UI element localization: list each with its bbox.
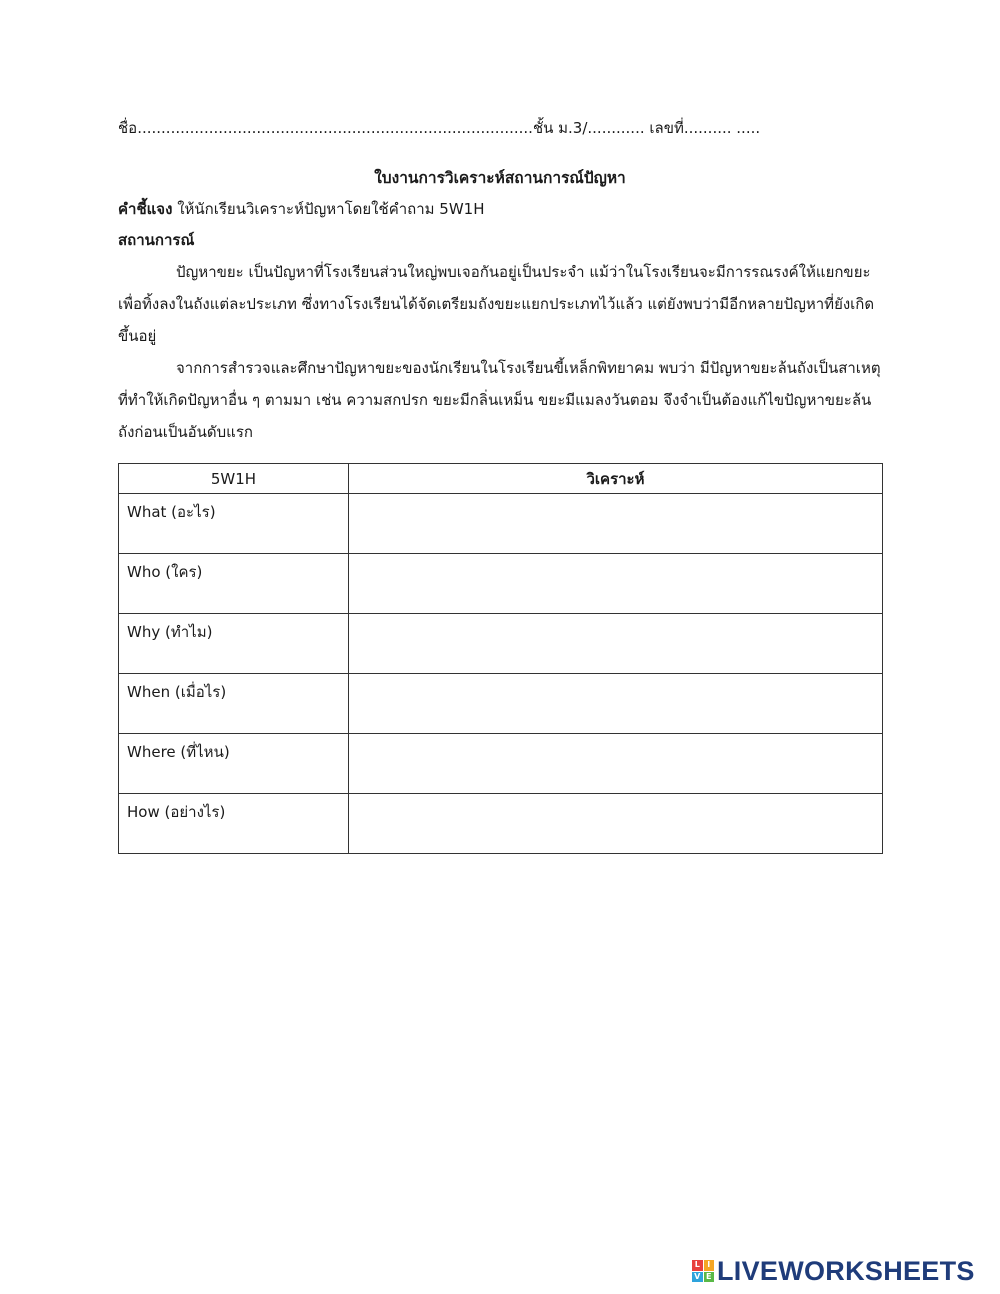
logo-letter-v: V: [692, 1272, 703, 1283]
answer-what[interactable]: [349, 494, 883, 554]
instruction-label: คำชี้แจง: [118, 200, 173, 218]
table-row: [119, 614, 883, 674]
situation-paragraph-2-text: จากการสำรวจและศึกษาปัญหาขยะของนักเรียนในโรงเรียนขี้เหล็กพิทยาคม พบว่า มีปัญหาขยะล้นถังเป็นสาเหตุที่ทำให้เกิดปัญหาอื่น ๆ ตามมา เช่น ความสกปรก ขยะมีกลิ่นเหม็น ขยะมีแมลงวันตอม จึงจำเป็นต้องแก้ไขปัญหาขยะล้นถังก่อนเป็นอันดับแรก: [118, 359, 881, 441]
liveworksheets-icon: [692, 1260, 714, 1282]
column-header-analysis: วิเคราะห์: [349, 464, 883, 494]
answer-why[interactable]: [349, 614, 883, 674]
logo-letter-l: L: [692, 1260, 703, 1271]
question-who: Who (ใคร): [119, 554, 349, 614]
worksheet: [118, 118, 882, 448]
question-what: What (อะไร): [119, 494, 349, 554]
liveworksheets-logo: [692, 1256, 975, 1286]
logo-letter-e: E: [704, 1272, 715, 1283]
situation-heading: สถานการณ์: [118, 231, 195, 249]
table-row: [119, 494, 883, 554]
table-header-row: [119, 464, 883, 494]
answer-when[interactable]: [349, 674, 883, 734]
question-where: Where (ที่ไหน): [119, 734, 349, 794]
logo-letter-i: I: [704, 1260, 715, 1271]
instruction: [118, 199, 882, 219]
student-info-line: ชื่อ...................................................................................ชั้น ม.3/............ เลขที่.......... .....: [118, 119, 761, 137]
table-row: [119, 794, 883, 854]
question-when: When (เมื่อไร): [119, 674, 349, 734]
5w1h-table: [118, 463, 883, 854]
answer-who[interactable]: [349, 554, 883, 614]
answer-where[interactable]: [349, 734, 883, 794]
instruction-text: ให้นักเรียนวิเคราะห์ปัญหาโดยใช้คำถาม 5W1H: [177, 200, 485, 218]
answer-how[interactable]: [349, 794, 883, 854]
table-row: [119, 674, 883, 734]
worksheet-title: ใบงานการวิเคราะห์สถานการณ์ปัญหา: [374, 169, 626, 187]
situation-paragraph-1-text: ปัญหาขยะ เป็นปัญหาที่โรงเรียนส่วนใหญ่พบเจอกันอยู่เป็นประจำ แม้ว่าในโรงเรียนจะมีการรณรงค์ให้แยกขยะเพื่อทิ้งลงในถังแต่ละประเภท ซึ่งทางโรงเรียนได้จัดเตรียมถังขยะแยกประเภทไว้แล้ว แต่ยังพบว่ามีอีกหลายปัญหาที่ยังเกิดขึ้นอยู่: [118, 263, 875, 345]
table-row: [119, 554, 883, 614]
column-header-5w1h: 5W1H: [119, 464, 349, 494]
liveworksheets-wordmark: LIVEWORKSHEETS: [717, 1255, 975, 1286]
table-row: [119, 734, 883, 794]
situation-paragraph-1: [118, 256, 882, 352]
question-why: Why (ทำไม): [119, 614, 349, 674]
situation-paragraph-2: [118, 352, 882, 448]
question-how: How (อย่างไร): [119, 794, 349, 854]
